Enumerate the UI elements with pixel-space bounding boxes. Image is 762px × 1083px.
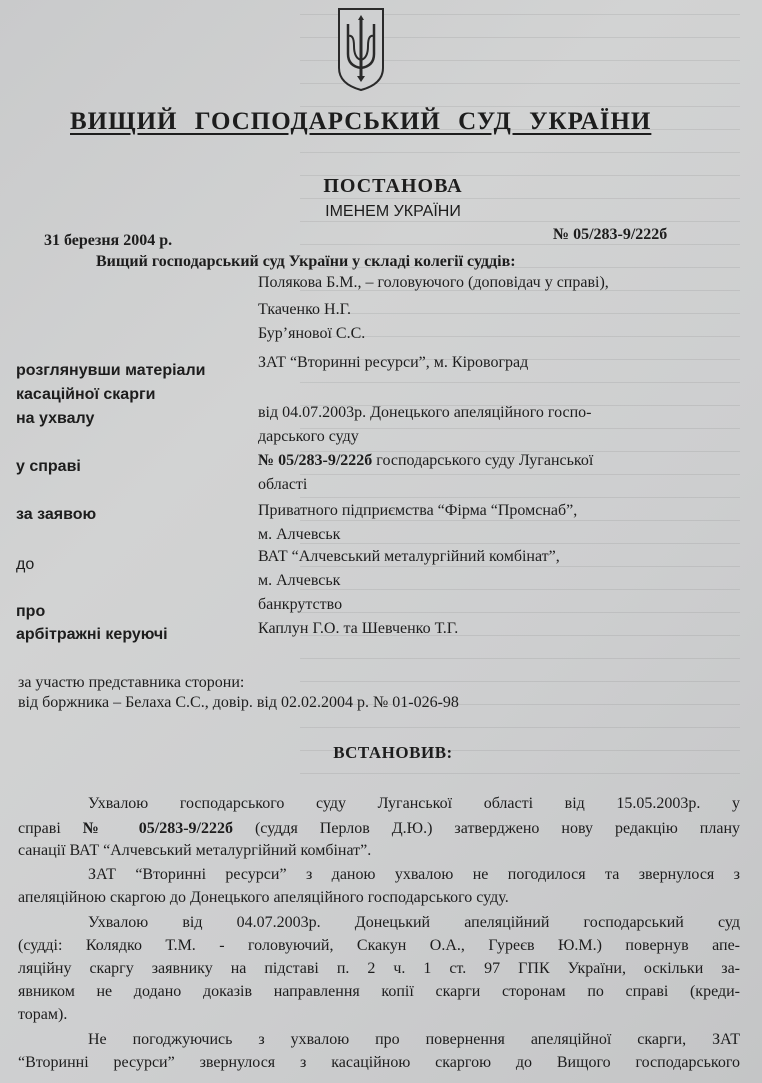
paragraph-1-case-number: № 05/283-9/222б bbox=[82, 820, 233, 837]
ruling-value-line-2: дарського суду bbox=[258, 428, 359, 445]
paragraph-4-line-1: Не погоджуючись з ухвалою про повернення апеляційної скарги, ЗАТ bbox=[88, 1031, 740, 1048]
paragraph-3-line-3: ляційну скаргу заявнику на підставі п. 2 ч. 1 ст. 97 ГПК України, оскільки за- bbox=[18, 960, 740, 977]
in-name-of-ukraine: ІМЕНЕМ УКРАЇНИ bbox=[325, 203, 461, 220]
paragraph-2-line-2: апеляційною скаргою до Донецького апеляційного господарського суду. bbox=[18, 889, 509, 906]
paragraph-3-line-1: Ухвалою від 04.07.2003р. Донецький апеляційний господарський суд bbox=[88, 914, 740, 931]
case-value-court: господарського суду Луганської bbox=[372, 452, 594, 469]
judge-third: Бур’янової С.С. bbox=[258, 325, 366, 342]
paragraph-4-line-2: “Вторинні ресурси” звернулося з касаційною скаргою до Вищого господарського bbox=[18, 1054, 740, 1071]
application-value-line-1: Приватного підприємства “Фірма “Промснаб”, bbox=[258, 502, 578, 519]
case-label: у справі bbox=[16, 458, 81, 475]
paragraph-3-line-2: (судді: Колядко Т.М. - головуючий, Скакун О.А., Гуреєв Ю.М.) повернув апе- bbox=[18, 937, 740, 954]
judge-second: Ткаченко Н.Г. bbox=[258, 301, 352, 318]
about-value: банкрутство bbox=[258, 596, 343, 613]
case-value-line-1 bbox=[258, 452, 593, 470]
case-number: № 05/283-9/222б bbox=[553, 226, 668, 243]
paragraph-1-suffix: (суддя Перлов Д.Ю.) затверджено нову редакцію плану bbox=[233, 820, 740, 837]
court-composition: Вищий господарський суд України у складі колегії суддів: bbox=[96, 253, 516, 270]
ruling-value-line-1: від 04.07.2003р. Донецького апеляційного госпо- bbox=[258, 404, 592, 421]
to-label: до bbox=[16, 556, 35, 573]
court-title: ВИЩИЙ ГОСПОДАРСЬКИЙ СУД УКРАЇНИ bbox=[70, 108, 652, 135]
about-label: про bbox=[16, 603, 46, 620]
document-date: 31 березня 2004 р. bbox=[44, 232, 173, 249]
application-value-line-2: м. Алчевськ bbox=[258, 526, 341, 543]
paragraph-1-prefix: справі bbox=[18, 820, 83, 837]
managers-value: Каплун Г.О. та Шевченко Т.Г. bbox=[258, 620, 459, 637]
document-type: ПОСТАНОВА bbox=[323, 175, 463, 197]
paragraph-1-line-2 bbox=[18, 820, 740, 838]
cassation-label: касаційної скарги bbox=[16, 386, 156, 403]
ruling-label: на ухвалу bbox=[16, 410, 95, 427]
participation-line-1: за участю представника сторони: bbox=[18, 674, 245, 691]
judge-presiding: Полякова Б.М., – головуючого (доповідач у справі), bbox=[258, 274, 609, 291]
to-value-line-1: ВАТ “Алчевський металургійний комбінат”, bbox=[258, 548, 560, 565]
materials-label: розглянувши матеріали bbox=[16, 362, 206, 379]
trident-icon bbox=[336, 6, 386, 92]
paragraph-1-line-1: Ухвалою господарського суду Луганської області від 15.05.2003р. у bbox=[88, 795, 740, 812]
materials-value: ЗАТ “Вторинні ресурси”, м. Кіровоград bbox=[258, 354, 529, 371]
to-value-line-2: м. Алчевськ bbox=[258, 572, 341, 589]
paragraph-3-line-5: торам). bbox=[18, 1006, 68, 1023]
paragraph-1-line-3: санації ВАТ “Алчевський металургійний комбінат”. bbox=[18, 842, 372, 859]
managers-label: арбітражні керуючі bbox=[16, 626, 168, 643]
paragraph-2-line-1: ЗАТ “Вторинні ресурси” з даною ухвалою не погодилося та звернулося з bbox=[88, 866, 740, 883]
application-label: за заявою bbox=[16, 506, 97, 523]
participation-line-2: від боржника – Белаха С.С., довір. від 02.02.2004 р. № 01-026-98 bbox=[18, 694, 459, 711]
established-heading: ВСТАНОВИВ: bbox=[333, 743, 453, 762]
case-value-number: № 05/283-9/222б bbox=[258, 452, 373, 469]
paragraph-3-line-4: явником не додано доказів направлення копії скарги сторонам по справі (креди- bbox=[18, 983, 740, 1000]
case-value-line-2: області bbox=[258, 476, 308, 493]
